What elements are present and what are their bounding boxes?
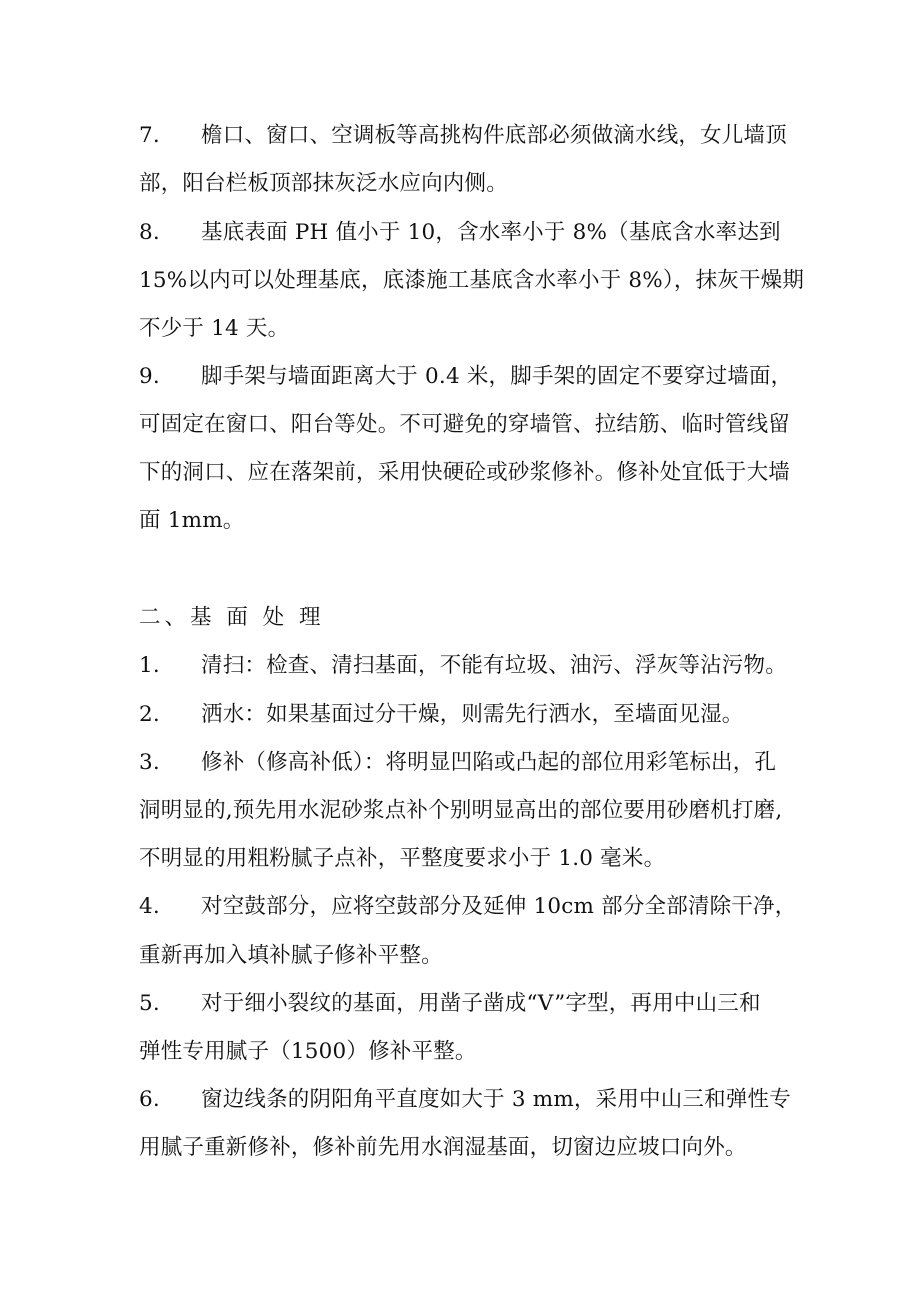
item-text: 对空鼓部分，应将空鼓部分及延伸 10cm 部分全部清除干净，	[201, 894, 797, 919]
item-9-line-4	[139, 506, 789, 536]
item-text: 下的洞口、应在落架前，采用快硬砼或砂浆修补。修补处宜低于大墙	[139, 460, 791, 485]
item-text: 弹性专用腻子（1500）修补平整。	[139, 1039, 477, 1064]
step-4-line-1	[139, 892, 797, 922]
step-6-line-2	[139, 1133, 789, 1163]
step-3-line-1	[139, 748, 789, 778]
item-text: 不少于 14 天。	[139, 316, 290, 341]
step-6-line-1	[139, 1085, 789, 1115]
item-text: 洒水：如果基面过分干燥，则需先行洒水，至墙面见湿。	[201, 702, 744, 727]
item-text: 可固定在窗口、阳台等处。不可避免的穿墙管、拉结筋、临时管线留	[139, 412, 791, 437]
item-number: 5.	[139, 991, 160, 1016]
item-9-line-2	[139, 410, 789, 440]
section-heading: 二、基 面 处 理	[139, 605, 325, 630]
item-text: 重新再加入填补腻子修补平整。	[139, 943, 443, 968]
step-3-line-3	[139, 844, 789, 874]
item-8-line-1	[139, 218, 789, 248]
item-8-line-2	[139, 266, 805, 296]
step-5-line-1	[139, 989, 789, 1019]
item-number: 7.	[139, 123, 160, 148]
step-5-line-2	[139, 1037, 789, 1067]
item-9-line-1	[139, 362, 793, 392]
item-number: 8.	[139, 220, 160, 245]
item-number: 2.	[139, 702, 160, 727]
item-number: 4.	[139, 894, 160, 919]
item-7-line-2	[139, 169, 789, 199]
item-text: 窗边线条的阴阳角平直度如大于 3 mm，采用中山三和弹性专	[201, 1087, 791, 1112]
item-8-line-3	[139, 314, 789, 344]
item-7-line-1	[139, 121, 789, 151]
item-9-line-3	[139, 458, 789, 488]
item-text: 脚手架与墙面距离大于 0.4 米，脚手架的固定不要穿过墙面，	[201, 364, 793, 389]
item-text: 部，阳台栏板顶部抹灰泛水应向内侧。	[139, 171, 508, 196]
step-2-line-1	[139, 700, 789, 730]
item-number: 6.	[139, 1087, 160, 1112]
item-text: 修补（修高补低）：将明显凹陷或凸起的部位用彩笔标出，孔	[201, 750, 777, 775]
item-text: 洞明显的,预先用水泥砂浆点补个别明显高出的部位要用砂磨机打磨,	[139, 798, 783, 823]
item-text: 面 1mm。	[139, 508, 245, 533]
item-number: 3.	[139, 750, 160, 775]
item-text: 15%以内可以处理基底，底漆施工基底含水率小于 8%），抹灰干燥期	[139, 268, 805, 293]
item-text: 对于细小裂纹的基面，用凿子凿成“V”字型，再用中山三和	[201, 991, 761, 1016]
item-number: 9.	[139, 364, 160, 389]
step-3-line-2	[139, 796, 789, 826]
item-text: 用腻子重新修补，修补前先用水润湿基面，切窗边应坡口向外。	[139, 1135, 747, 1160]
item-number: 1.	[139, 653, 160, 678]
step-4-line-2	[139, 941, 789, 971]
item-text: 檐口、窗口、空调板等高挑构件底部必须做滴水线，女儿墙顶	[201, 123, 787, 148]
item-text: 不明显的用粗粉腻子点补，平整度要求小于 1.0 毫米。	[139, 846, 666, 871]
step-1-line-1	[139, 651, 789, 681]
item-text: 清扫：检查、清扫基面，不能有垃圾、油污、浮灰等沾污物。	[201, 653, 787, 678]
item-text: 基底表面 PH 值小于 10，含水率小于 8%（基底含水率达到	[201, 220, 781, 245]
